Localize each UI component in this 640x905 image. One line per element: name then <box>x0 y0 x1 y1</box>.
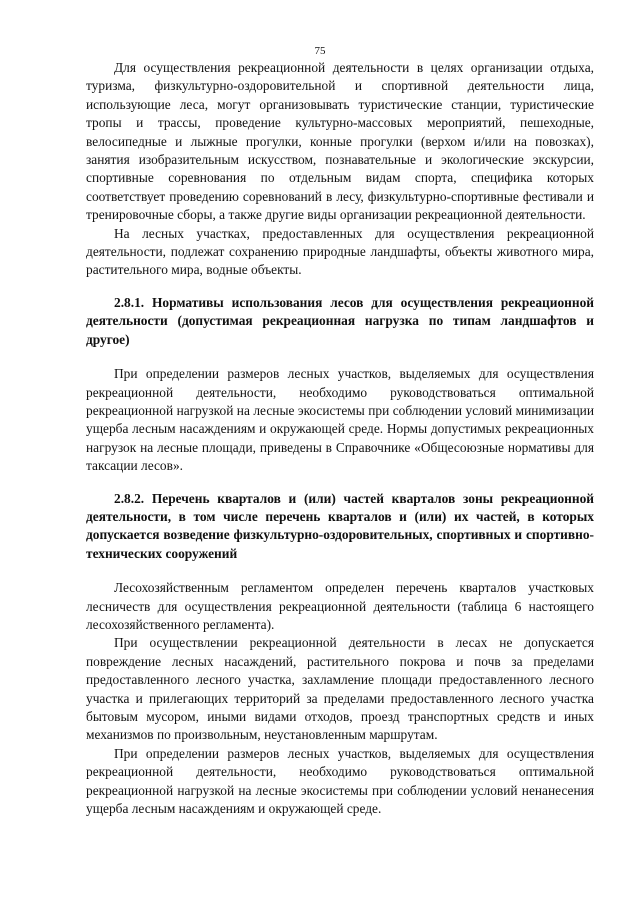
section-heading-2-8-2: 2.8.2. Перечень кварталов и (или) частей кварталов зоны рекреационной деятельности, в том числе перечень кварталов и (или) их частей, в которых допускается возведение физкультурно-оздоровительных, спортивных и спортивно-технических сооружений <box>86 490 594 561</box>
section-heading-2-8-1: 2.8.1. Нормативы использования лесов для осуществления рекреационной деятельности (допустимая рекреационная нагрузка по типам ландшафтов и другое) <box>86 294 594 347</box>
paragraph-plot-size-determination: При определении размеров лесных участков, выделяемых для осуществления рекреационной деятельности, необходимо руководствоваться оптимальной рекреационной нагрузкой на лесные экосистемы при соблюдении условий ненанесения ущерба лесным насаждениям и окружающей среде. <box>86 745 594 817</box>
paragraph-prohibited-actions: При осуществлении рекреационной деятельности в лесах не допускается повреждение лесных насаждений, растительного покрова и почв за пределами предоставленного лесного участка, захламление площади предоставленного лесного участка и прилегающих территорий за пределами предоставленного лесного участка бытовым мусором, иными видами отходов, проезд транспортных средств и иных механизмов по произвольным, неустановленным маршрутам. <box>86 635 594 743</box>
paragraph-preserved-objects: На лесных участках, предоставленных для осуществления рекреационной деятельности, подлежат сохранению природные ландшафты, объекты животного мира, растительного мира, водные объекты. <box>86 225 594 278</box>
paragraph-recreational-load-norms: При определении размеров лесных участков, выделяемых для осуществления рекреационной деятельности, необходимо руководствоваться оптимальной рекреационной нагрузкой на лесные экосистемы при соблюдении условий минимизации ущерба лесным насаждениям и окружающей среде. Нормы допустимых рекреационных нагрузок на лесные площади, приведены в Справочнике «Общесоюзные нормативы для таксации лесов». <box>86 366 594 474</box>
paragraph-recreation-activities: Для осуществления рекреационной деятельности в целях организации отдыха, туризма, физкультурно-оздоровительной и спортивной деятельности лица, использующие леса, могут организовывать туристические станции, туристические тропы и трассы, проведение культурно-массовых мероприятий, пешеходные, велосипедные и лыжные прогулки, конные прогулки (верхом и/или на повозках), занятия изобразительным искусством, познавательные и экологические экскурсии, спортивные соревнования по отдельным видам спорта, специфика которых соответствует проведению соревнований в лесу, физкультурно-спортивные фестивали и тренировочные сборы, а также другие виды организации рекреационной деятельности. <box>86 60 594 223</box>
paragraph-quarters-list: Лесохозяйственным регламентом определен перечень кварталов участковых лесничеств для осуществления рекреационной деятельности (таблица 6 настоящего лесохозяйственного регламента). <box>86 580 594 632</box>
page-content <box>86 59 594 818</box>
page-number: 75 <box>314 45 326 57</box>
